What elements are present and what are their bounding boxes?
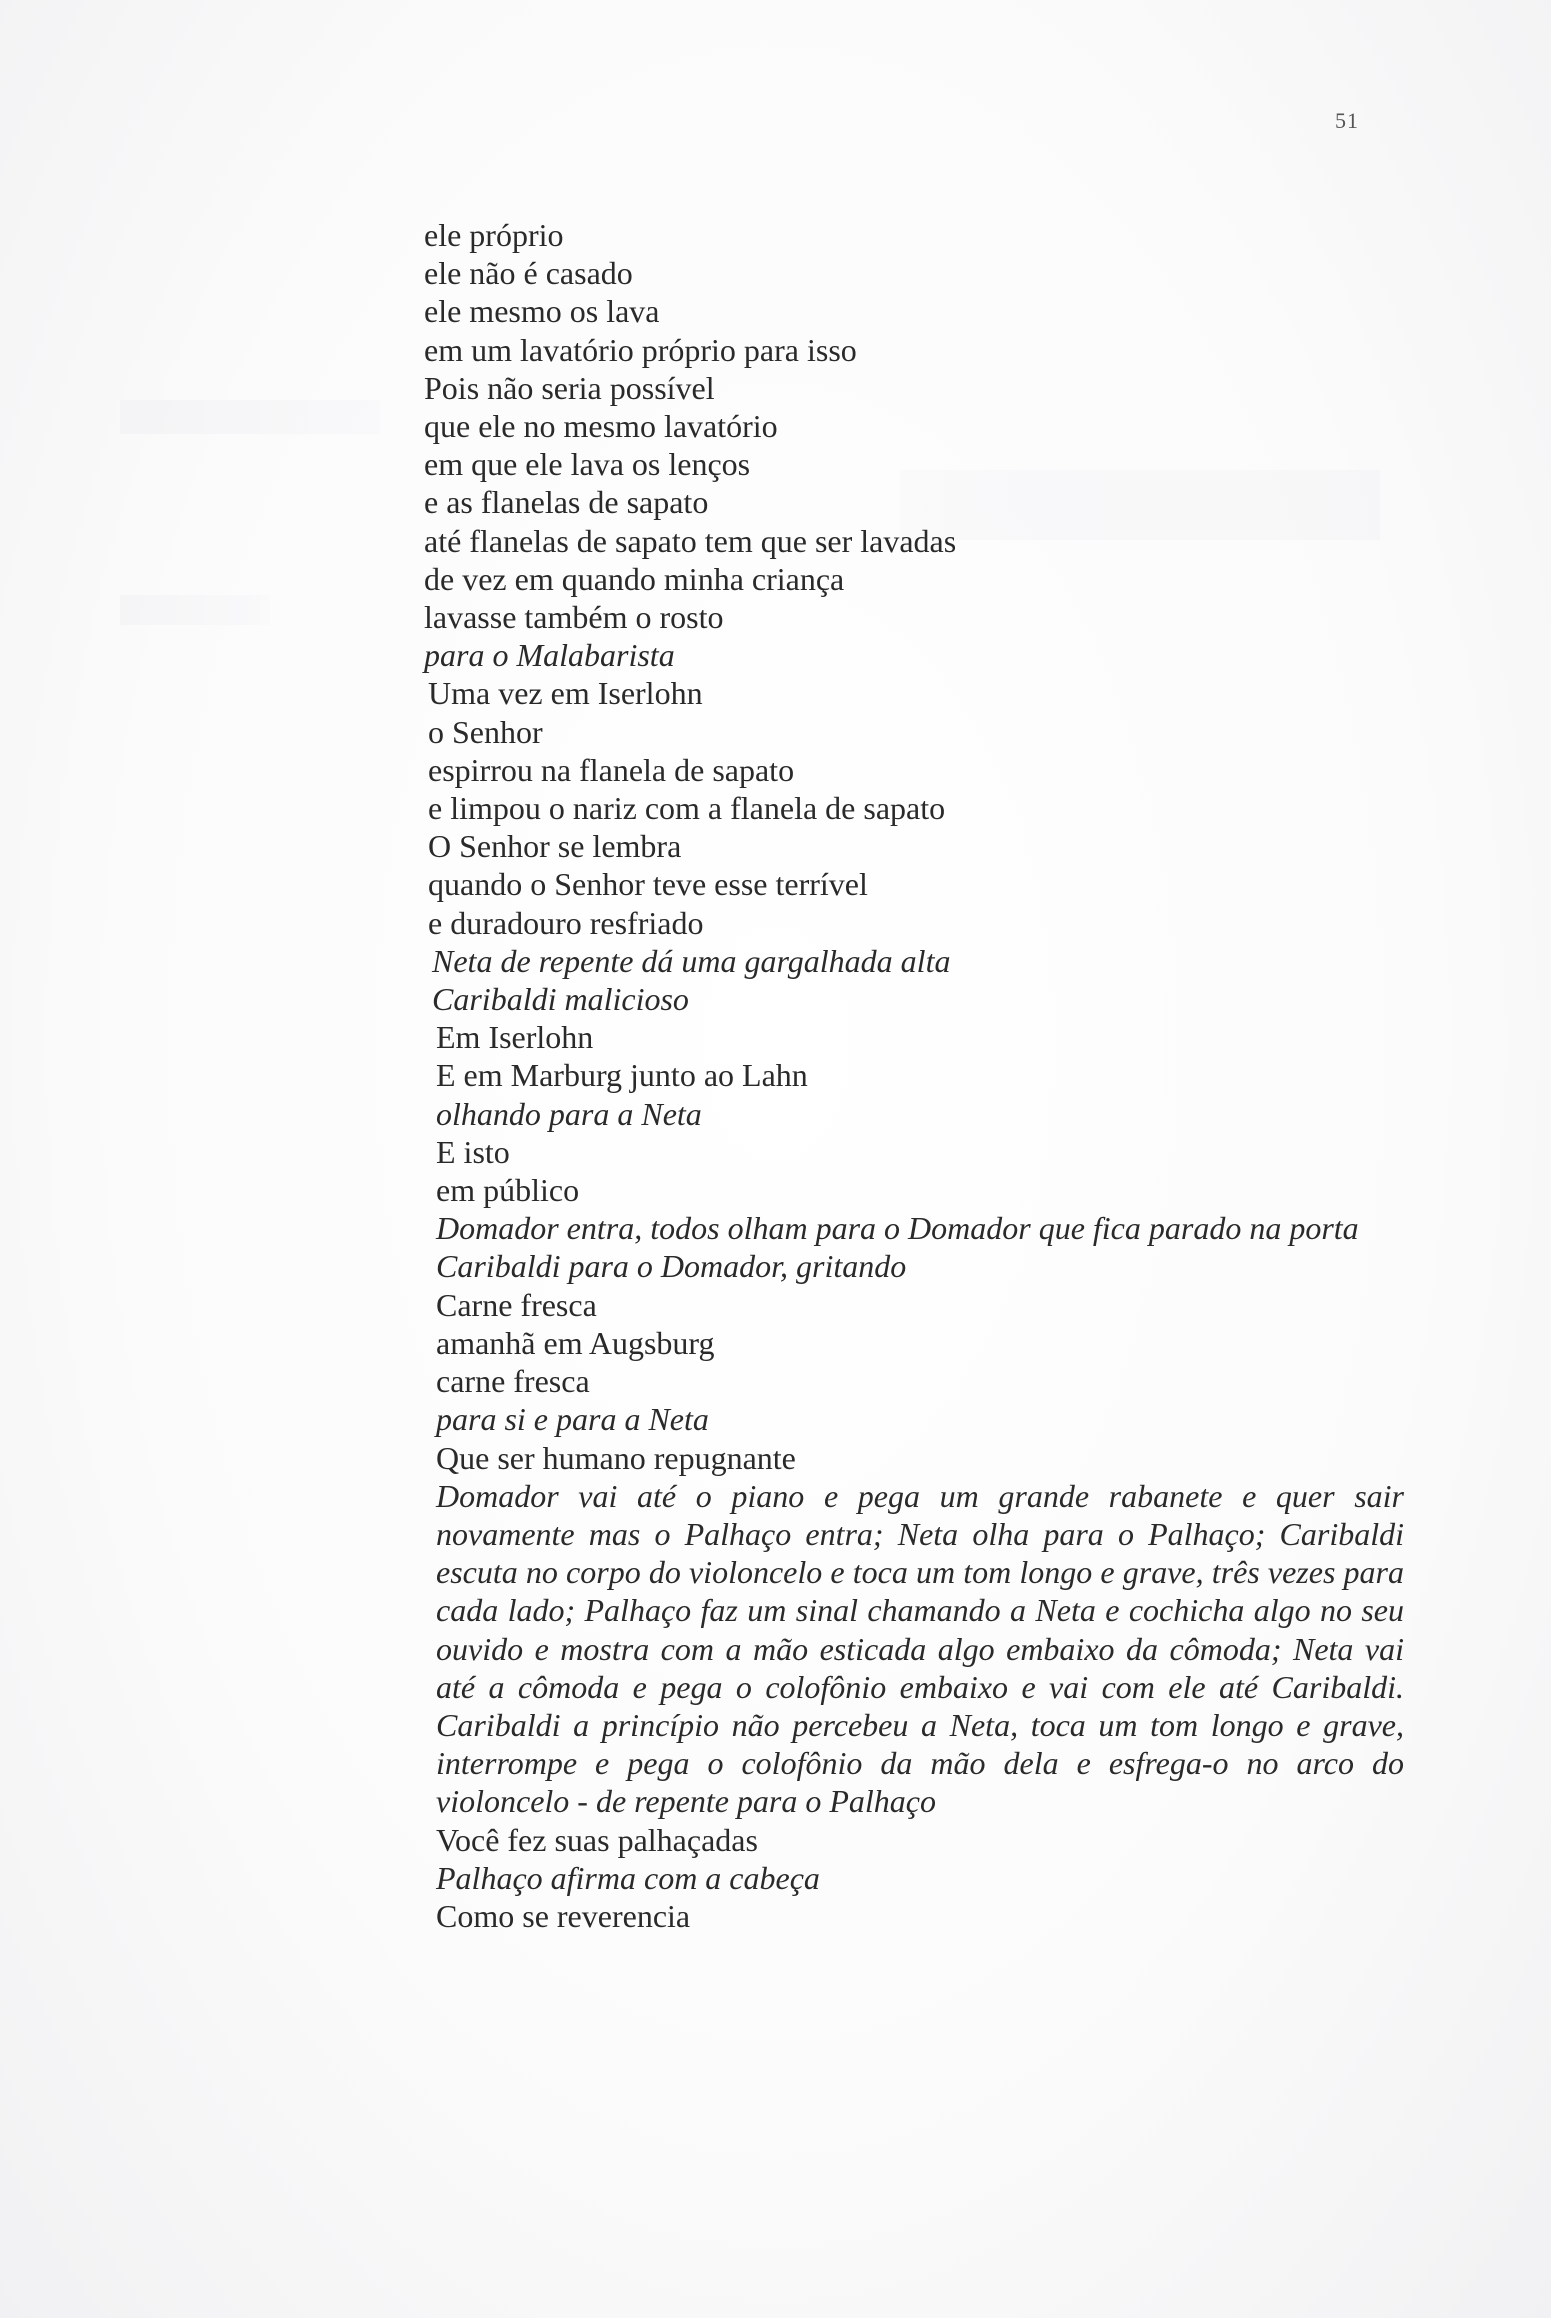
stage-direction: Caribaldi malicioso xyxy=(432,981,689,1018)
text-line: lavasse também o rosto xyxy=(424,599,724,636)
text-line: de vez em quando minha criança xyxy=(424,560,845,597)
text-line: carne fresca xyxy=(436,1363,590,1400)
text-line: Em Iserlohn xyxy=(436,1019,594,1056)
page-number: 51 xyxy=(1335,108,1359,133)
text-line: quando o Senhor teve esse terrível xyxy=(428,866,868,903)
text-line: Carne fresca xyxy=(436,1286,597,1323)
stage-direction: para o Malabarista xyxy=(424,637,675,674)
stage-direction: Caribaldi para o Domador, gritando xyxy=(436,1248,907,1285)
stage-direction: olhando para a Neta xyxy=(436,1095,702,1132)
text-line: o Senhor xyxy=(428,713,543,750)
text-line: Como se reverencia xyxy=(436,1897,691,1934)
stage-direction: Neta de repente dá uma gargalhada alta xyxy=(432,942,951,979)
bleed-through-mark xyxy=(120,400,380,434)
text-line: Você fez suas palhaçadas xyxy=(436,1821,758,1858)
text-line: ele não é casado xyxy=(424,255,633,292)
text-line: E isto xyxy=(436,1133,510,1170)
stage-direction-paragraph: Domador vai até o piano e pega um grande rabanete e quer sair novamente mas o Palhaço entra; Neta olha para o Palhaço; Caribaldi escuta no corpo do violoncelo e toca um tom longo e grave, três vezes para cada lado; Palhaço faz um sinal chamando a Neta e cochicha algo no seu ouvido e mostra com a mão esticada algo embaixo da cômoda; Neta vai até a cômoda e pega o colofônio embaixo e vai com ele até Caribaldi. Caribaldi a princípio não percebeu a Neta, toca um tom longo e grave, interrompe e pega o colofônio da mão dela e esfrega-o no arco do violoncelo - de repente para o Palhaço xyxy=(436,1477,1404,1820)
text-line: em que ele lava os lenços xyxy=(424,446,751,483)
text-line: que ele no mesmo lavatório xyxy=(424,408,778,445)
text-line: ele próprio xyxy=(424,217,564,253)
text-line: Pois não seria possível xyxy=(424,369,715,406)
text-line: O Senhor se lembra xyxy=(428,828,682,865)
stage-direction: Palhaço afirma com a cabeça xyxy=(436,1859,820,1896)
bleed-through-mark xyxy=(120,595,270,625)
text-line: em público xyxy=(436,1172,580,1209)
play-text xyxy=(424,216,1404,1935)
text-line: Que ser humano repugnante xyxy=(436,1439,796,1476)
text-line: e limpou o nariz com a flanela de sapato xyxy=(428,790,946,827)
text-line: espirrou na flanela de sapato xyxy=(428,751,795,788)
text-line: e as flanelas de sapato xyxy=(424,484,709,521)
text-line: e duradouro resfriado xyxy=(428,904,704,941)
stage-direction: para si e para a Neta xyxy=(436,1401,709,1438)
text-line: E em Marburg junto ao Lahn xyxy=(436,1057,808,1094)
text-line: Uma vez em Iserlohn xyxy=(428,675,703,712)
stage-direction-paragraph: Domador entra, todos olham para o Domador que fica parado na porta xyxy=(436,1210,1359,1247)
text-line: ele mesmo os lava xyxy=(424,293,660,330)
text-line: até flanelas de sapato tem que ser lavadas xyxy=(424,522,957,559)
text-line: amanhã em Augsburg xyxy=(436,1324,715,1361)
text-line: em um lavatório próprio para isso xyxy=(424,331,857,368)
